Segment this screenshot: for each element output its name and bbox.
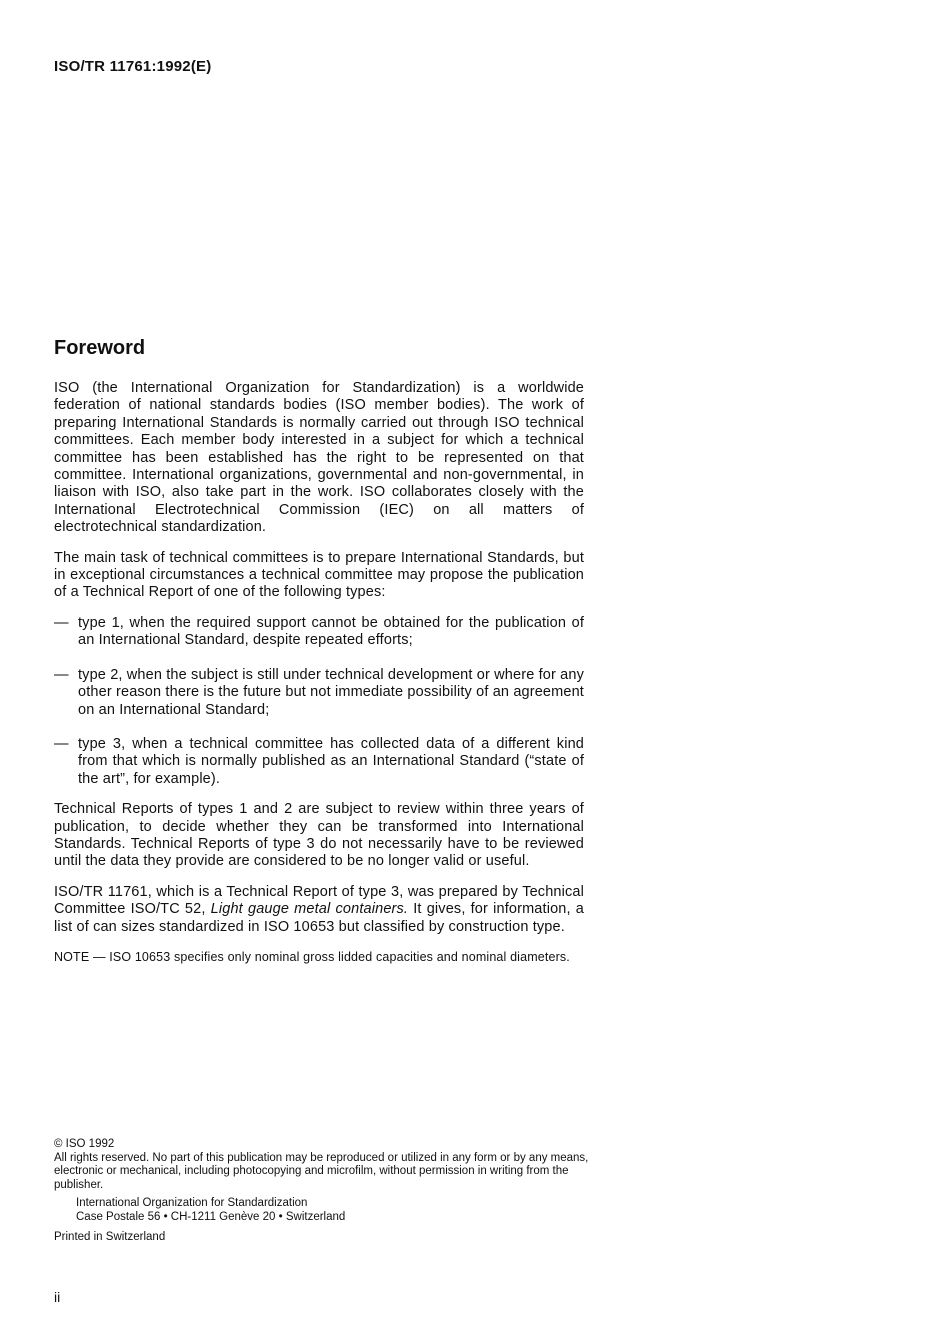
committee-title: Light gauge metal containers. xyxy=(210,901,409,918)
postal-address: Case Postale 56 • CH-1211 Genève 20 • Switzerland xyxy=(76,1210,346,1223)
list-item-type-1 xyxy=(54,615,584,650)
preparation-text-start: ISO/TR 11761, which is a Technical Report of type 3, was prepared by Technical Committee ISO/TC 52, xyxy=(54,883,584,918)
document-identifier: ISO/TR 11761:1992(E) xyxy=(54,58,212,75)
note: NOTE — ISO 10653 specifies only nominal gross lidded capacities and nominal diameters. xyxy=(54,949,570,964)
page-number: ii xyxy=(54,1289,61,1305)
dash-bullet: — xyxy=(54,614,69,631)
foreword-body xyxy=(54,380,584,966)
dash-bullet: — xyxy=(54,666,69,683)
organization-name: International Organization for Standardization xyxy=(76,1197,308,1210)
foreword-heading: Foreword xyxy=(54,337,146,359)
list-item-type-3 xyxy=(54,736,584,788)
rights-statement: All rights reserved. No part of this publication may be reproduced or utilized in any form or by any means, electronic or mechanical, including photocopying and microfilm, without permission in writing from the publisher. xyxy=(54,1151,589,1191)
paragraph-preparation xyxy=(54,884,584,936)
paragraph-review: Technical Reports of types 1 and 2 are subject to review within three years of publication, to decide whether they can be transformed into International Standards. Technical Reports of type 3 do not necessarily have to be reviewed until the data they provide are considered to be no longer valid or useful. xyxy=(54,801,584,870)
copyright-line: © ISO 1992 xyxy=(54,1138,115,1150)
paragraph-main-task: The main task of technical committees is to prepare International Standards, but in exceptional circumstances a technical committee may propose the publication of a Technical Report of one of the following types: xyxy=(54,549,584,601)
copyright-block xyxy=(54,1138,594,1244)
preparation-text-end: It gives, for information, a list of can sizes standardized in ISO 10653 but classified by construction type. xyxy=(54,901,585,935)
list-item-text: type 3, when a technical committee has collected data of a different kind from that which is normally published as an International Standard (“state of the art”, for example). xyxy=(78,735,584,787)
dash-bullet: — xyxy=(54,735,69,752)
list-item-type-2 xyxy=(54,667,584,719)
list-item-text: type 1, when the required support cannot be obtained for the publication of an International Standard, despite repeated efforts; xyxy=(78,614,584,649)
paragraph-iso-intro: ISO (the International Organization for Standardization) is a worldwide federation of national standards bodies (ISO member bodies). The work of preparing International Standards is normally carried out through ISO technical committees. Each member body interested in a subject for which a technical committee has been established has the right to be represented on that committee. International organizations, governmental and non-governmental, in liaison with ISO, also take part in the work. ISO collaborates closely with the International Electrotechnical Commission (IEC) on all matters of electrotechnical standardization. xyxy=(54,380,584,536)
list-item-text: type 2, when the subject is still under technical development or where for any other reason there is the future but not immediate possibility of an agreement on an International Standard; xyxy=(78,666,584,718)
printed-in: Printed in Switzerland xyxy=(54,1230,166,1243)
